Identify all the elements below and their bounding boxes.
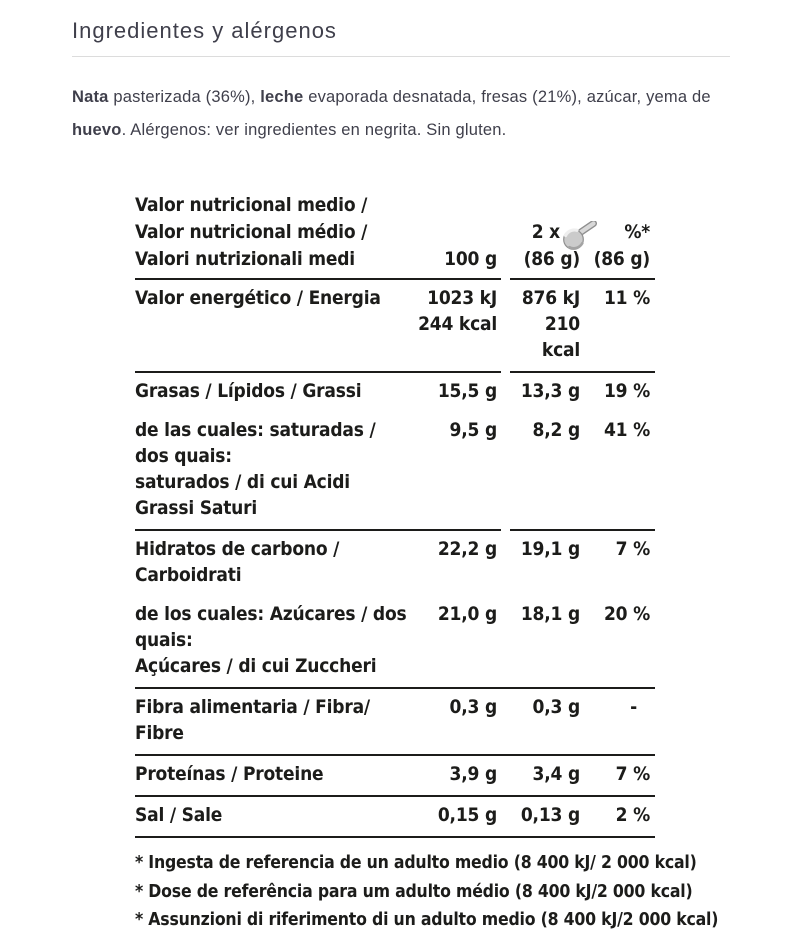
value-line: 21,0 g [437,603,497,625]
percent-qty: (86 g) [593,248,650,270]
nutrient-name [135,761,415,787]
value-line: 41 % [603,419,650,441]
nutrition-table-header [135,192,655,278]
value-percent-ri [588,601,655,679]
nutrient-name [135,601,415,679]
value-line: 8,2 g [532,419,580,441]
footnote: * Ingesta de referencia de un adulto medio (8 400 kJ/ 2 000 kcal) [135,853,697,873]
header-label-line: Valor nutricional medio / [135,194,368,216]
value-percent-ri [588,536,655,588]
value-per-100g [415,378,505,404]
value-line: 19 % [603,380,650,402]
value-per-serving [505,694,588,746]
value-line: 210 kcal [541,313,580,361]
value-line: 7 % [615,763,650,785]
value-per-serving [505,378,588,404]
serving-qty: (86 g) [523,248,580,270]
value-line: Açúcares / di cui Zuccheri [135,655,377,677]
header-label [135,192,415,273]
table-divider [135,529,655,531]
table-row [135,689,655,754]
nutrient-name [135,536,415,588]
value-percent-ri [588,378,655,404]
nutrient-name [135,378,415,404]
value-per-serving [505,761,588,787]
allergen-word: Nata [72,88,109,106]
ingredient-text: pasterizada (36%), [108,88,261,106]
section-title: Ingredientes y alérgenos [72,18,337,43]
value-per-serving [505,601,588,679]
value-line: 3,9 g [449,763,497,785]
value-line: Fibra alimentaria / Fibra/ Fibre [135,696,370,744]
allergen-word: leche [260,88,304,106]
value-line: Grasas / Lípidos / Grassi [135,380,362,402]
footnote: * Assunzioni di riferimento di un adulto medio (8 400 kJ/2 000 kcal) [135,910,719,930]
value-line: 7 % [615,538,650,560]
header-label-line: Valor nutricional médio / [135,221,368,243]
value-line: 11 % [603,287,650,309]
ingredient-text: . Alérgenos: ver ingredientes en negrita. Sin gluten. [121,121,507,139]
section-divider [72,56,730,57]
header-col-per-100g [415,192,505,273]
nutrition-label [135,192,719,935]
value-per-serving [505,802,588,828]
value-line: 13,3 g [520,380,580,402]
value-per-100g [415,285,505,363]
header-label-line: Valori nutrizionali medi [135,248,355,270]
value-percent-ri [588,802,655,828]
percent-label: %* [624,221,650,243]
value-percent-ri [588,694,655,746]
ingredient-text: evaporada desnatada, fresas (21%), azúcar, yema de [303,88,711,106]
nutrient-name [135,417,415,521]
value-line: 19,1 g [520,538,580,560]
value-line: 20 % [603,603,650,625]
value-line: 22,2 g [437,538,497,560]
value-line: 15,5 g [437,380,497,402]
value-percent-ri [588,417,655,521]
nutrition-table-body [135,280,655,838]
value-per-100g [415,601,505,679]
ingredients-text [72,81,730,147]
nutrient-name [135,285,415,363]
value-line: 0,3 g [532,696,580,718]
value-per-100g [415,694,505,746]
footnotes [135,849,719,935]
table-divider [135,836,655,838]
table-row [135,596,655,687]
value-line: Proteínas / Proteine [135,763,324,785]
table-row [135,280,655,371]
value-per-100g [415,536,505,588]
table-row [135,412,655,529]
value-line: Sal / Sale [135,804,223,826]
value-per-100g [415,417,505,521]
value-percent-ri [588,761,655,787]
value-per-100g [415,802,505,828]
table-divider [135,371,655,373]
value-line: 3,4 g [532,763,580,785]
per-100g-label: 100 g [444,248,497,270]
value-line: 0,13 g [520,804,580,826]
value-per-serving [505,417,588,521]
value-line: 244 kcal [418,313,497,335]
allergen-word: huevo [72,121,122,139]
value-per-serving [505,285,588,363]
header-col-per-serving [505,192,588,273]
value-line: saturados / di cui Acidi Grassi Saturi [135,471,350,519]
table-row [135,531,655,596]
table-row [135,373,655,412]
value-line: Valor energético / Energia [135,287,381,309]
value-line: 18,1 g [520,603,580,625]
nutrient-name [135,802,415,828]
value-line: 9,5 g [449,419,497,441]
value-per-serving [505,536,588,588]
value-line: 876 kJ [521,287,580,309]
table-row [135,797,655,836]
table-header-divider [135,278,655,280]
value-line: Carboidrati [135,564,242,586]
serving-prefix: 2 x [531,221,560,243]
value-per-100g [415,761,505,787]
value-line: Hidratos de carbono / [135,538,340,560]
table-row [135,756,655,795]
value-line: de las cuales: saturadas / dos quais: [135,419,376,467]
value-line: 0,3 g [449,696,497,718]
value-line: 2 % [615,804,650,826]
header-col-percent [588,192,655,273]
value-percent-ri [588,285,655,363]
value-line: 0,15 g [437,804,497,826]
value-line: 1023 kJ [427,287,497,309]
nutrient-name [135,694,415,746]
footnote: * Dose de referência para um adulto médio (8 400 kJ/2 000 kcal) [135,881,693,902]
value-line: de los cuales: Azúcares / dos quais: [135,603,407,651]
value-line: - [630,696,637,718]
